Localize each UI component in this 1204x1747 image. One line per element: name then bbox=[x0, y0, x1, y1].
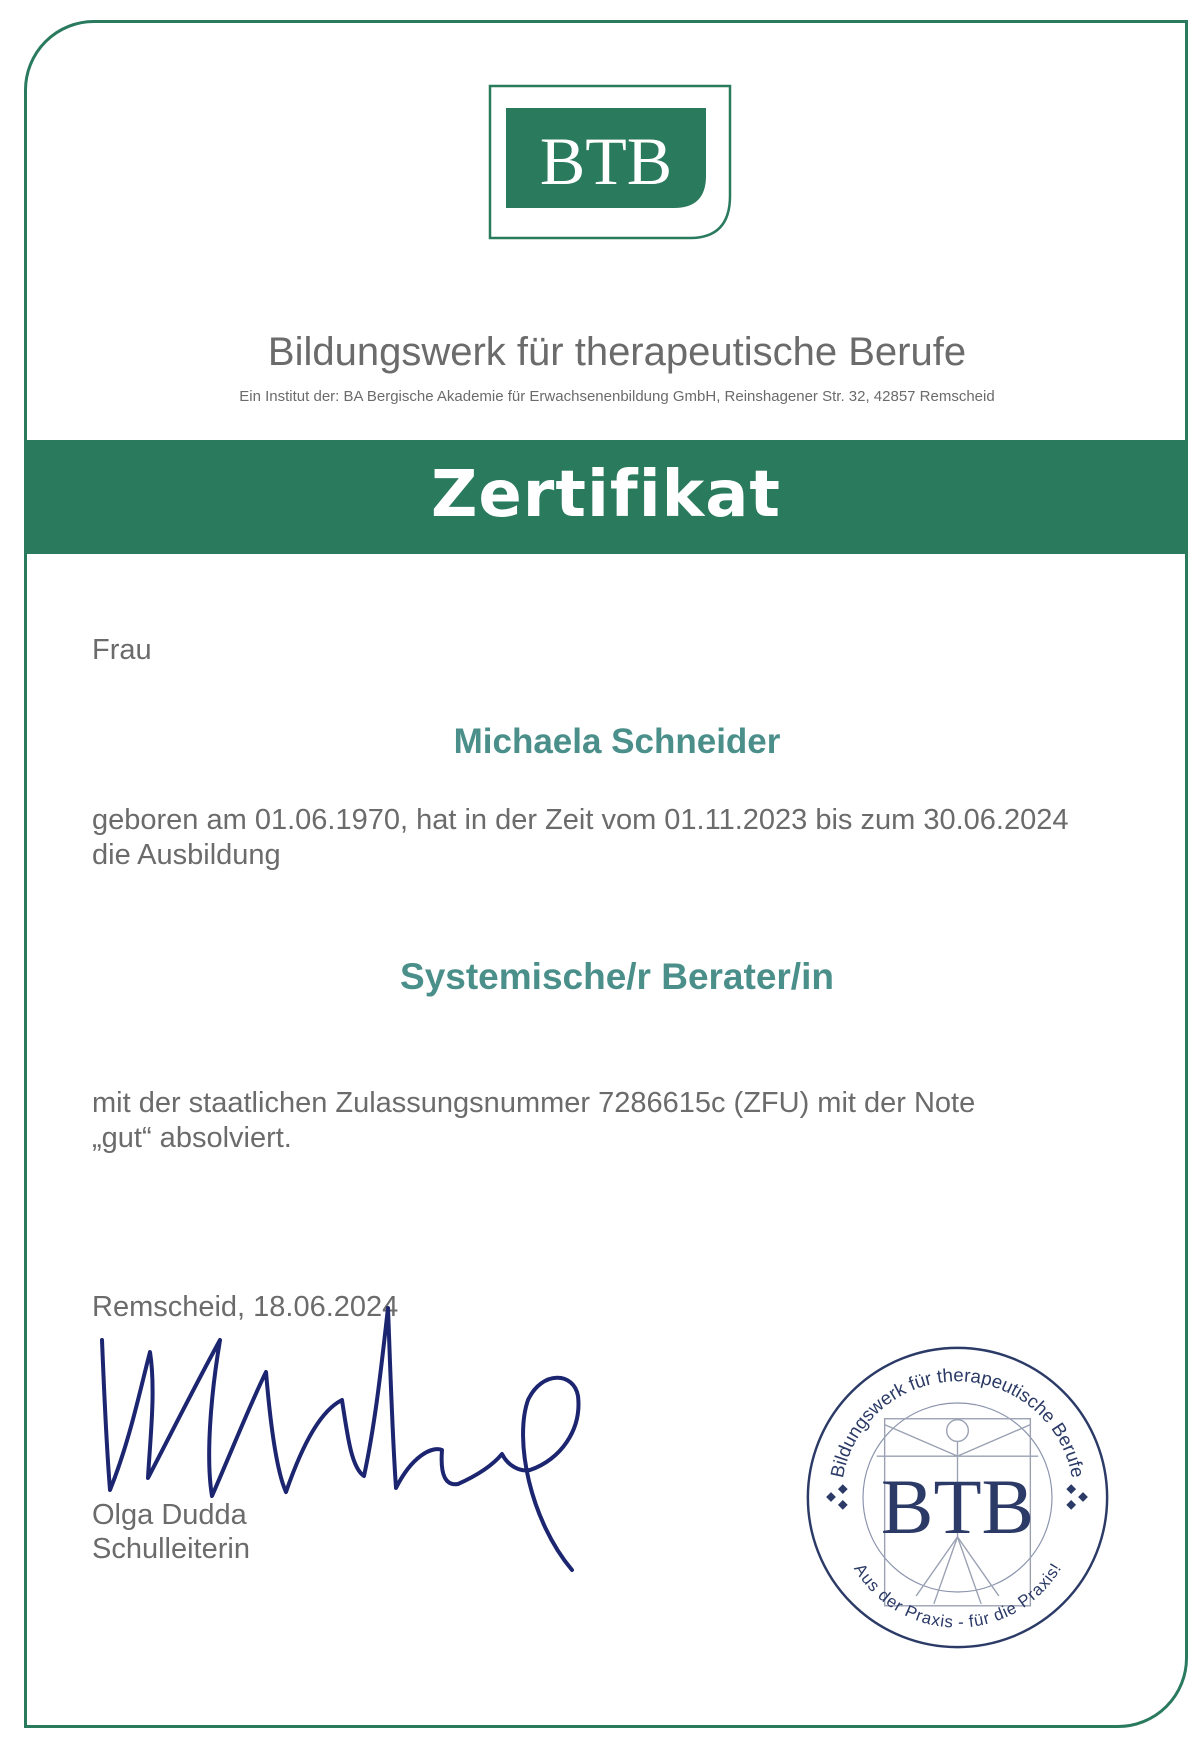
recipient-name: Michaela Schneider bbox=[453, 722, 781, 761]
seal-top-text: Bildungswerk für therapeutische Berufe bbox=[826, 1364, 1089, 1480]
grade-line: „gut“ absolviert. bbox=[92, 1122, 292, 1154]
logo-text: BTB bbox=[539, 123, 673, 199]
institute-name: Bildungswerk für therapeutische Berufe bbox=[267, 330, 967, 374]
seal-right-ornament-icon bbox=[1066, 1484, 1088, 1509]
signer-block bbox=[92, 1498, 250, 1566]
institute-subtitle: Ein Institut der: BA Bergische Akademie für Erwachsenenbildung GmbH, Reinshagener Str. 32, 42857 Remscheid bbox=[239, 388, 995, 405]
training-line: die Ausbildung bbox=[92, 839, 281, 871]
official-seal bbox=[800, 1340, 1115, 1655]
btb-logo bbox=[478, 78, 738, 248]
signer-role: Schulleiterin bbox=[92, 1533, 250, 1565]
certificate-title: Zertifikat bbox=[430, 458, 782, 532]
place-and-date: Remscheid, 18.06.2024 bbox=[92, 1291, 399, 1323]
birth-and-period-text bbox=[92, 803, 1068, 873]
license-line: mit der staatlichen Zulassungsnummer 7286615c (ZFU) mit der Note bbox=[92, 1087, 976, 1119]
seal-center-text: BTB bbox=[880, 1463, 1035, 1551]
birth-line: geboren am 01.06.1970, hat in der Zeit vom 01.11.2023 bis zum 30.06.2024 bbox=[92, 804, 1069, 836]
title-band bbox=[24, 440, 1188, 554]
salutation: Frau bbox=[92, 634, 152, 666]
svg-text:Aus der Praxis - für die Praxi bbox=[850, 1560, 1065, 1632]
course-title: Systemische/r Berater/in bbox=[400, 956, 834, 997]
seal-bottom-text: Aus der Praxis - für die Praxis! bbox=[850, 1560, 1065, 1632]
completion-text bbox=[92, 1086, 975, 1156]
signer-name: Olga Dudda bbox=[92, 1499, 247, 1531]
seal-left-ornament-icon bbox=[826, 1484, 848, 1509]
